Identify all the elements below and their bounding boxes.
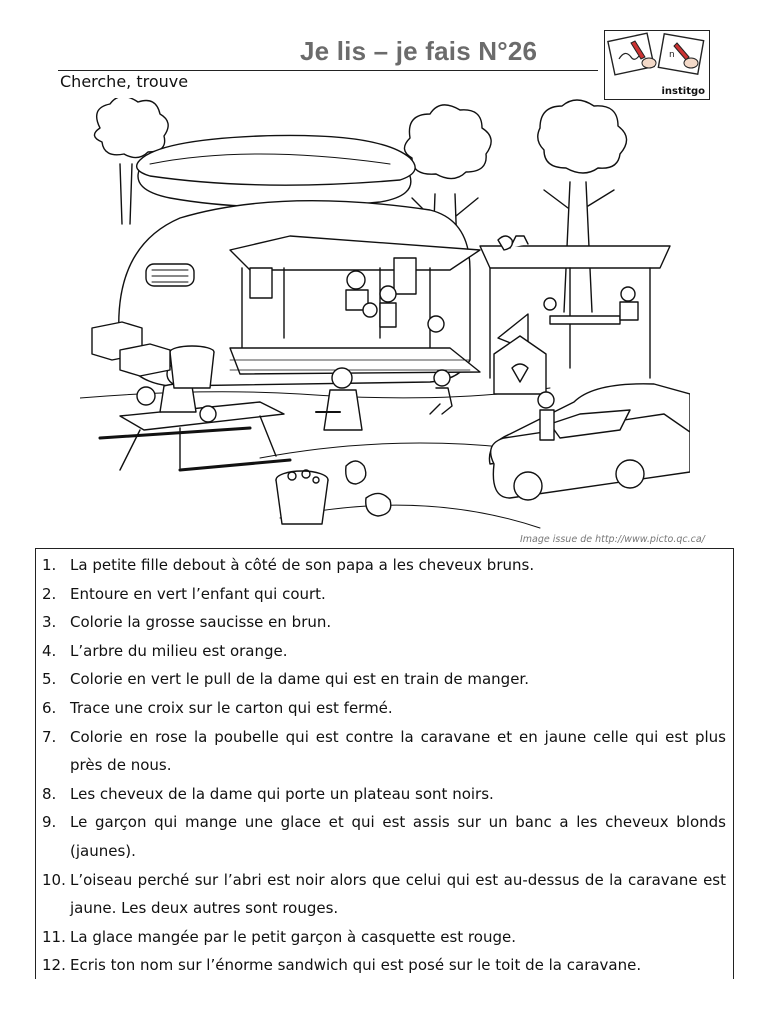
giant-hotdog-icon <box>137 135 415 207</box>
image-credit: Image issue de http://www.picto.qc.ca/ <box>520 534 705 545</box>
trash-can-back-icon <box>170 346 214 388</box>
car-icon <box>489 384 690 500</box>
instruction-text: Les cheveux de la dame qui porte un plateau sont noirs. <box>70 784 494 803</box>
person-by-car-icon <box>538 392 554 440</box>
instruction-text: Trace une croix sur le carton qui est fermé. <box>70 698 393 717</box>
instruction-item <box>36 780 726 809</box>
instruction-number: 12. <box>42 956 66 975</box>
page-title: Je lis – je fais N°26 <box>300 36 538 66</box>
instruction-number: 10. <box>42 870 66 889</box>
instruction-number: 1. <box>42 556 57 574</box>
instruction-item <box>36 923 726 952</box>
instruction-number: 7. <box>42 727 57 746</box>
instruction-item <box>36 551 726 580</box>
campsite-illustration <box>80 98 690 536</box>
instruction-text: L’oiseau perché sur l’abri est noir alors que celui qui est au-dessus de la caravane est jaune. Les deux autres sont rouges. <box>70 870 726 918</box>
instruction-text: Le garçon qui mange une glace et qui est assis sur un banc a les cheveux blonds (jaunes). <box>70 813 726 860</box>
right-tree-icon <box>538 100 627 312</box>
trash-can-front-icon <box>276 470 328 524</box>
instruction-item <box>36 637 726 666</box>
page-subtitle: Cherche, trouve <box>60 72 189 91</box>
instruction-item <box>36 866 726 923</box>
instruction-text: Colorie la grosse saucisse en brun. <box>70 613 332 632</box>
instruction-number: 5. <box>42 670 57 689</box>
instruction-number: 3. <box>42 613 57 632</box>
instruction-number: 4. <box>42 641 57 660</box>
instruction-item <box>36 580 726 609</box>
instruction-item <box>36 608 726 637</box>
instruction-item <box>36 723 726 780</box>
instruction-text: L’arbre du milieu est orange. <box>70 641 288 660</box>
logo-text: institgo <box>661 86 705 97</box>
instruction-text: La glace mangée par le petit garçon à casquette est rouge. <box>70 927 516 946</box>
instruction-text: Entoure en vert l’enfant qui court. <box>70 584 326 603</box>
instruction-item <box>36 808 726 865</box>
instruction-number: 8. <box>42 784 57 803</box>
instructions-list <box>36 551 726 980</box>
title-divider <box>58 70 598 71</box>
instruction-number: 11. <box>42 927 66 946</box>
ice-cream-sign-icon <box>494 336 546 394</box>
instruction-item <box>36 951 726 980</box>
institgo-logo <box>604 30 710 100</box>
instruction-text: Colorie en rose la poubelle qui est contre la caravane et en jaune celle qui est plus près de nous. <box>70 727 726 775</box>
instruction-item <box>36 694 726 723</box>
instruction-item <box>36 665 726 694</box>
svg-text:n: n <box>669 50 675 60</box>
instruction-number: 9. <box>42 813 57 832</box>
instruction-number: 2. <box>42 584 57 603</box>
instruction-text: Colorie en vert le pull de la dame qui est en train de manger. <box>70 670 529 689</box>
instruction-text: Ecris ton nom sur l’énorme sandwich qui est posé sur le toit de la caravane. <box>70 956 642 975</box>
instruction-number: 6. <box>42 698 57 717</box>
instruction-text: La petite fille debout à côté de son papa a les cheveux bruns. <box>70 556 535 574</box>
